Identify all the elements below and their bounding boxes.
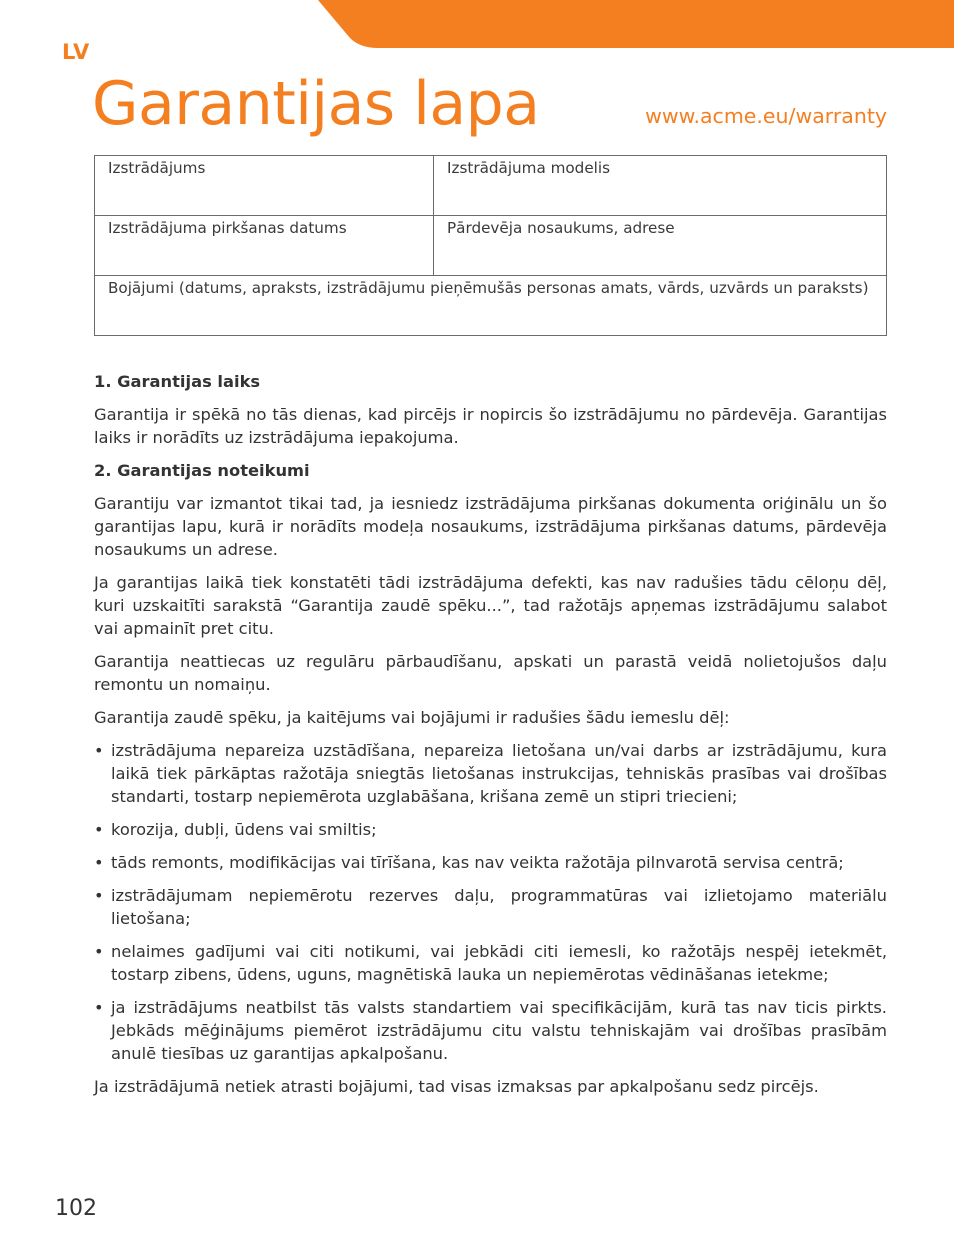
list-item: • izstrādājumam nepiemērotu rezerves daļu, programmatūras vai izlietojamo materiālu lietošana;	[94, 886, 887, 928]
paragraph-terms-3: Garantija neattiecas uz regulāru pārbaudīšanu, apskati un parastā veidā nolietojušos daļu remontu un nomaiņu.	[94, 652, 887, 694]
page-number: 102	[55, 1196, 97, 1221]
warranty-url-link[interactable]: www.acme.eu/warranty	[645, 104, 887, 128]
void-conditions-list	[94, 739, 887, 1065]
model-cell: Izstrādājuma modelis	[434, 156, 887, 216]
warranty-form-table	[94, 155, 887, 336]
damages-cell: Bojājumi (datums, apraksts, izstrādājumu pieņēmušās personas amats, vārds, uzvārds un paraksts)	[95, 276, 887, 336]
bullet-icon: •	[94, 998, 104, 1017]
list-item: • tāds remonts, modifikācijas vai tīrīšana, kas nav veikta ražotāja pilnvarotā servisa centrā;	[94, 853, 844, 872]
warranty-body	[94, 370, 887, 1108]
orange-header-tab	[0, 0, 954, 48]
section-heading-warranty-period: 1. Garantijas laiks	[94, 372, 261, 391]
list-item: • ja izstrādājums neatbilst tās valsts standartiem vai specifikācijām, kurā tas nav ticis pirkts. Jebkāds mēģinājums piemērot izstrādājumu citu valstu tehniskajām vai drošības prasībām anulē tiesības uz garantijas apkalpošanu.	[94, 998, 887, 1063]
bullet-icon: •	[94, 942, 104, 961]
list-item: • izstrādājuma nepareiza uzstādīšana, nepareiza lietošana un/vai darbs ar izstrādājumu, kura laikā tiek pārkāptas ražotāja sniegtās lietošanas instrukcijas, tehniskās prasības vai drošības standarti, tostarp nepiemērota uzglabāšana, krišana zemē un stipri triecieni;	[94, 741, 887, 806]
paragraph-terms-4: Garantija zaudē spēku, ja kaitējums vai bojājumi ir radušies šādu iemeslu dēļ:	[94, 708, 730, 727]
paragraph-terms-5: Ja izstrādājumā netiek atrasti bojājumi, tad visas izmaksas par apkalpošanu sedz pircējs.	[94, 1077, 819, 1096]
page-title: Garantijas lapa	[92, 69, 540, 139]
bullet-icon: •	[94, 820, 104, 839]
product-cell: Izstrādājums	[95, 156, 434, 216]
language-code: LV	[62, 40, 90, 64]
paragraph-warranty-period: Garantija ir spēkā no tās dienas, kad pircējs ir nopircis šo izstrādājumu no pārdevēja. Garantijas laiks ir norādīts uz izstrādājuma iepakojuma.	[94, 405, 887, 447]
table-row	[95, 276, 887, 336]
purchase-date-cell: Izstrādājuma pirkšanas datums	[95, 216, 434, 276]
bullet-icon: •	[94, 853, 104, 872]
section-heading-warranty-terms: 2. Garantijas noteikumi	[94, 461, 310, 480]
paragraph-terms-1: Garantiju var izmantot tikai tad, ja iesniedz izstrādājuma pirkšanas dokumenta oriģinālu un šo garantijas lapu, kurā ir norādīts modeļa nosaukums, izstrādājuma pirkšanas datums, pārdevēja nosaukums un adrese.	[94, 494, 887, 559]
bullet-icon: •	[94, 886, 104, 905]
bullet-icon: •	[94, 741, 104, 760]
seller-cell: Pārdevēja nosaukums, adrese	[434, 216, 887, 276]
paragraph-terms-2: Ja garantijas laikā tiek konstatēti tādi izstrādājuma defekti, kas nav radušies tādu cēloņu dēļ, kuri uzskaitīti sarakstā “Garantija zaudē spēku...”, tad ražotājs apņemas izstrādājumu salabot vai apmainīt pret citu.	[94, 573, 887, 638]
list-item: • nelaimes gadījumi vai citi notikumi, vai jebkādi citi iemesli, ko ražotājs nespēj ietekmēt, tostarp zibens, ūdens, uguns, magnētiskā lauka un nepiemērotas vēdināšanas ietekme;	[94, 942, 887, 984]
table-row	[95, 156, 887, 216]
list-item: • korozija, dubļi, ūdens vai smiltis;	[94, 820, 377, 839]
table-row	[95, 216, 887, 276]
